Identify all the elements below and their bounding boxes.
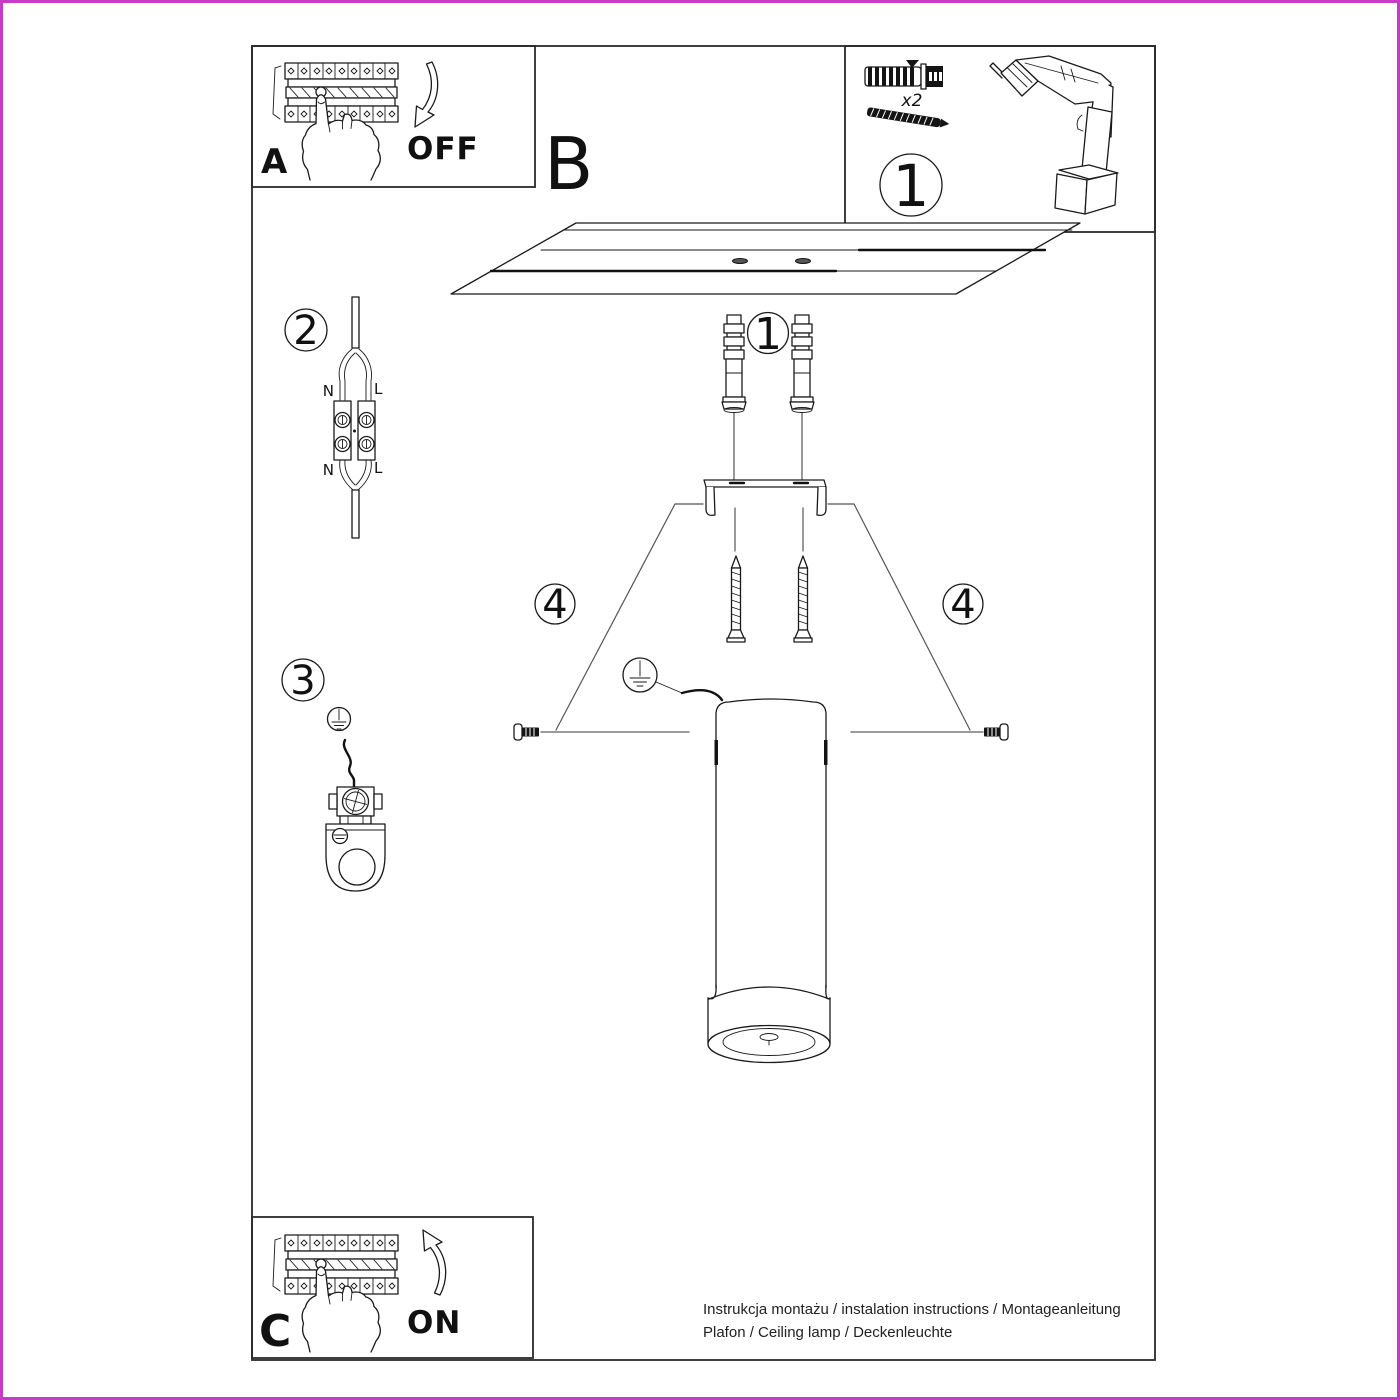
bracket-icon (704, 480, 826, 515)
svg-text:1: 1 (754, 309, 782, 360)
ground-wiring-diagram (282, 658, 385, 891)
section-b-label: B (544, 122, 594, 206)
svg-text:3: 3 (290, 658, 316, 704)
cable-bottom (352, 490, 359, 538)
assembly-guide-lines (541, 413, 983, 732)
label-n-bottom: N (322, 461, 334, 479)
label-l-top: L (374, 380, 383, 398)
drill-icon (990, 56, 1118, 214)
footer-line2: Plafon / Ceiling lamp / Deckenleuchte (703, 1324, 953, 1341)
quantity-label: x2 (901, 91, 923, 111)
on-label: ON (407, 1305, 462, 1341)
breaker-icon (273, 63, 398, 180)
ground-symbol-icon (623, 658, 722, 700)
svg-text:2: 2 (293, 308, 319, 354)
wall-plug-icon (865, 60, 943, 89)
off-label: OFF (407, 131, 479, 167)
label-n-top: N (322, 382, 334, 400)
footer-line1: Instrukcja montażu / instalation instructions / Montageanleitung (703, 1301, 1121, 1318)
svg-text:4: 4 (950, 582, 976, 628)
panel-c-label: C (259, 1306, 292, 1357)
lamp-body (708, 699, 830, 1063)
callout-4-right-badge (943, 582, 983, 628)
breaker-icon (273, 1235, 398, 1352)
panel-a-label: A (261, 142, 288, 182)
arrow-down-icon (415, 62, 438, 127)
step-1-badge (880, 152, 942, 220)
panel-a (261, 62, 479, 182)
panel-c (259, 1230, 461, 1357)
ceiling-hole (733, 259, 748, 264)
cable-top (352, 297, 359, 348)
mounting-screw-icons (727, 556, 812, 642)
ground-wire (344, 740, 354, 787)
parts-panel (865, 56, 1118, 220)
callout-3-badge (282, 658, 324, 704)
callout-1-badge (748, 309, 789, 360)
label-l-bottom: L (374, 459, 383, 477)
ceiling-hole (796, 259, 811, 264)
arrow-up-icon (423, 1230, 446, 1295)
ground-symbol-small-icon (328, 708, 351, 731)
callout-2-badge (285, 308, 327, 354)
lamp-holder-icon (326, 787, 385, 891)
ceiling-panel (451, 223, 1080, 294)
svg-text:1: 1 (892, 152, 930, 220)
callout-4-left-badge (535, 582, 575, 628)
connector-diagram (285, 297, 383, 538)
side-screw-right-icon (984, 724, 1008, 740)
svg-text:4: 4 (542, 582, 568, 628)
side-screw-left-icon (514, 724, 539, 740)
